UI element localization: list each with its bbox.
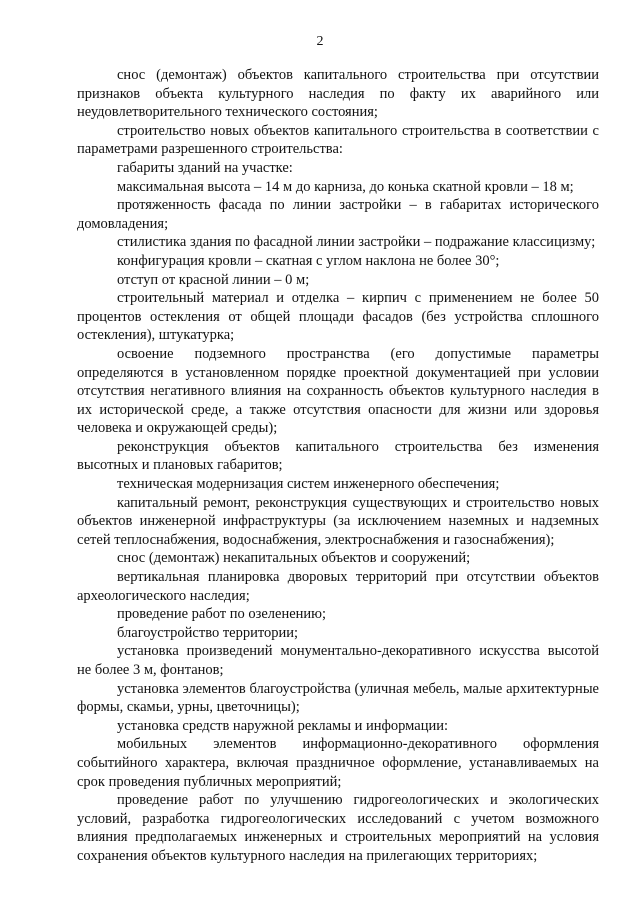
- paragraph: реконструкция объектов капитального строительства без изменения высотных и плановых габаритов;: [77, 438, 599, 474]
- paragraph: освоение подземного пространства (его допустимые параметры определяются в установленном порядке проектной документацией при условии отсутствия негативного влияния на сохранность объектов культурного наследия в их исторической среде, а также отсутствия опасности для жизни или здоровья человека и окружающей среды);: [77, 345, 599, 437]
- paragraph: вертикальная планировка дворовых территорий при отсутствии объектов археологического наследия;: [77, 569, 599, 604]
- paragraph: снос (демонтаж) объектов капитального строительства при отсутствии признаков объекта культурного наследия по факту их аварийного или неудовлетворительного технического состояния;: [77, 67, 599, 121]
- paragraph: габариты зданий на участке:: [117, 159, 293, 176]
- paragraph: проведение работ по улучшению гидрогеологических и экологических условий, разработка гидрогеологических исследований с учетом возможного влияния предполагаемых инженерных и строительных мероприятий на условия сохранения объектов культурного наследия на прилегающих территориях;: [77, 792, 599, 864]
- paragraph: мобильных элементов информационно-декоративного оформления событийного характера, включая праздничное оформление, устанавливаемых на срок проведения публичных мероприятий;: [77, 736, 599, 790]
- paragraph: проведение работ по озеленению;: [117, 606, 327, 623]
- page-number: 2: [316, 34, 324, 49]
- paragraph: строительство новых объектов капитального строительства в соответствии с параметрами разрешенного строительства:: [77, 122, 599, 158]
- document-body: [77, 66, 599, 866]
- paragraph: установка произведений монументально-декоративного искусства высотой не более 3 м, фонтанов;: [77, 643, 599, 678]
- paragraph: снос (демонтаж) некапитальных объектов и сооружений;: [117, 550, 471, 567]
- paragraph: установка элементов благоустройства (уличная мебель, малые архитектурные формы, скамьи, урны, цветочницы);: [77, 680, 599, 716]
- paragraph: стилистика здания по фасадной линии застройки – подражание классицизму;: [117, 234, 596, 251]
- paragraph: строительный материал и отделка – кирпич с применением не более 50 процентов остекления от общей площади фасадов (без устройства сплошного остекления), штукатурка;: [77, 290, 599, 344]
- paragraph: конфигурация кровли – скатная с углом наклона не более 30°;: [117, 252, 500, 269]
- paragraph: максимальная высота – 14 м до карниза, до конька скатной кровли – 18 м;: [117, 178, 574, 195]
- paragraph: установка средств наружной рекламы и информации:: [117, 717, 449, 734]
- paragraph: техническая модернизация систем инженерного обеспечения;: [117, 476, 500, 493]
- paragraph: отступ от красной линии – 0 м;: [117, 271, 310, 288]
- paragraph: капитальный ремонт, реконструкция существующих и строительство новых объектов инженерной инфраструктуры (за исключением наземных и надземных сетей теплоснабжения, водоснабжения, электроснабжения и газоснабжения);: [77, 494, 599, 548]
- paragraph: благоустройство территории;: [117, 624, 299, 641]
- paragraph: протяженность фасада по линии застройки – в габаритах исторического домовладения;: [77, 197, 599, 232]
